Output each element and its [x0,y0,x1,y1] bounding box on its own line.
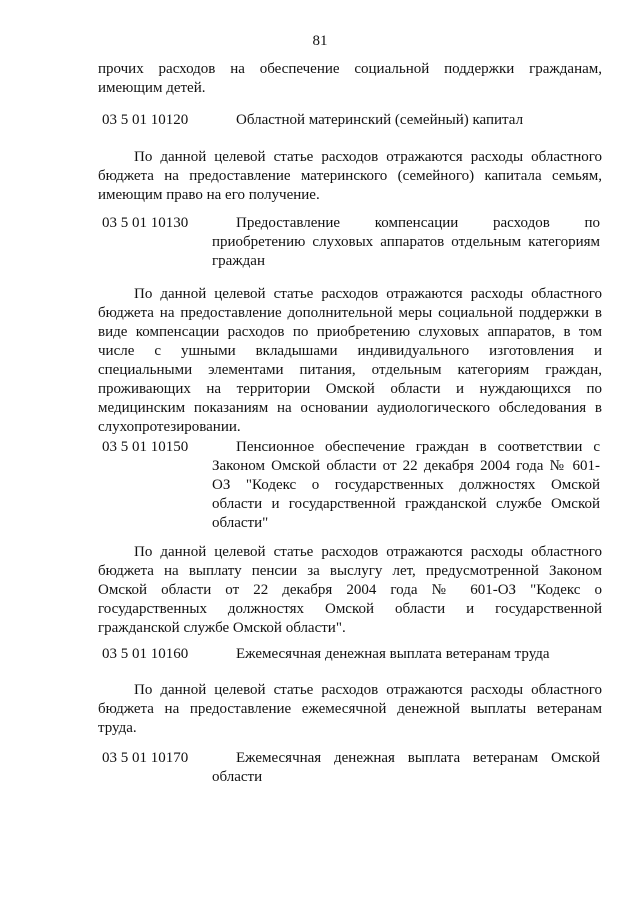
item-title [212,749,600,787]
item-title [212,438,600,533]
paragraph-line: По данной целевой статье расходов отражаются расходы областного [134,286,602,302]
item-description [98,148,602,205]
item-description [98,285,602,437]
item-title [212,214,600,271]
paragraph-line: бюджета на предоставление ежемесячной денежной выплаты ветеранам [98,701,602,717]
paragraph-line: проживающих на территории Омской области и нуждающихся по [98,381,602,397]
item-code: 03 5 01 10130 [102,215,189,231]
paragraph-line: бюджета на предоставление дополнительной меры социальной поддержки в [98,305,602,321]
paragraph-line: гражданской службе Омской области". [98,620,346,636]
title-line: ОЗ "Кодекс о государственных должностях Омской [212,477,600,493]
paragraph-line: имеющим право на его получение. [98,187,320,203]
paragraph-line: числе с ушными вкладышами индивидуального изготовления и [98,343,602,359]
title-line: Пенсионное обеспечение граждан в соответствии с [236,439,600,455]
item-description [98,681,602,738]
paragraph-line: специальными элементами питания, отдельным категориям граждан, [98,362,602,378]
title-line: Ежемесячная денежная выплата ветеранам Омской [236,750,600,766]
title-line: области" [212,515,269,531]
item-title [212,111,600,130]
title-line: области и государственной гражданской службе Омской [212,496,600,512]
paragraph-line: По данной целевой статье расходов отражаются расходы областного [134,544,602,560]
item-description [98,543,602,638]
title-line: граждан [212,253,265,269]
title-line: Законом Омской области от 22 декабря 2004 года № 601- [212,458,600,474]
item-code: 03 5 01 10160 [102,646,189,662]
item-title [212,645,600,664]
paragraph-line: медицинским показаниям на основании аудиологического обследования в [98,400,602,416]
paragraph-line: труда. [98,720,137,736]
paragraph-line: виде компенсации расходов по приобретению слуховых аппаратов, в том [98,324,602,340]
paragraph-line: бюджета на выплату пенсии за выслугу лет, предусмотренной Законом [98,563,602,579]
item-code: 03 5 01 10120 [102,112,189,128]
paragraph-line: Омской области от 22 декабря 2004 года № 601-ОЗ "Кодекс о [98,582,602,598]
title-line: Предоставление компенсации расходов по [236,215,600,231]
item-code: 03 5 01 10150 [102,439,189,455]
title-line: приобретению слуховых аппаратов отдельным категориям [212,234,600,250]
intro-paragraph [98,60,602,98]
title-line: области [212,769,263,785]
title-line: Областной материнский (семейный) капитал [236,112,524,128]
title-line: Ежемесячная денежная выплата ветеранам труда [236,646,550,662]
paragraph-line: слухопротезировании. [98,419,241,435]
paragraph-line: По данной целевой статье расходов отражаются расходы областного [134,149,602,165]
paragraph-line: прочих расходов на обеспечение социальной поддержки гражданам, [98,61,602,77]
paragraph-line: бюджета на предоставление материнского (семейного) капитала семьям, [98,168,602,184]
page-number: 81 [312,33,328,49]
paragraph-line: По данной целевой статье расходов отражаются расходы областного [134,682,602,698]
paragraph-line: государственных должностях Омской области и государственной [98,601,602,617]
item-code: 03 5 01 10170 [102,750,189,766]
paragraph-line: имеющим детей. [98,80,206,96]
